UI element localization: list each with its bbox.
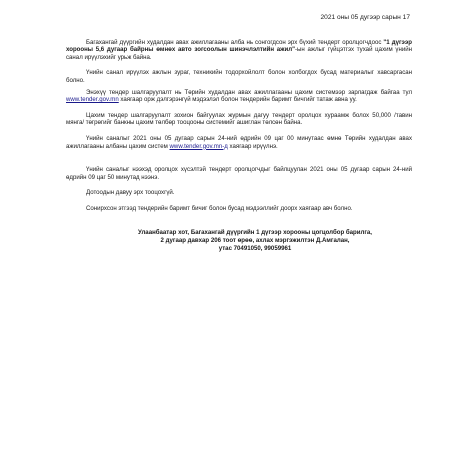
paragraph-invitation xyxy=(66,39,412,62)
paragraph-fee: Цахим тендер шалгаруулалт зохион байгуулах журмын дагуу тендерт оролцох хураамж болох 50,000 /тавин мянга/ төгрөгийг банкны цахим төлбөр тооцооны системийг ашиглан төлсөн байна. xyxy=(66,111,412,127)
system-lead: Энэхүү тендер шалгаруулалт нь Төрийн худалдан авах ажиллагааны цахим системээр зарлагдаж байгаа тул xyxy=(86,88,412,96)
address-line-2: 2 дугаар давхар 206 тоот өрөө, ахлах мэргэжилтэн Д.Амгалан, xyxy=(160,236,350,244)
deadline-lead: Үнийн саналыг 2021 оны 05 дугаар сарын 24-ний өдрийн 09 цаг 00 минутаас өмнө Төрийн худалдан авах ажиллагааны албаны цахим систем xyxy=(66,134,412,150)
system-tail: хаягаар орж дэлгэрэнгүй мэдээлэл болон тендерийн баримт бичгийг татаж авна уу. xyxy=(118,96,357,104)
invitation-lead: Багахангай дүүргийн худалдан авах ажиллагааны алба нь сонгогдсон эрх бүхий тендерт оролцогчдоос xyxy=(86,38,384,46)
tender-link-submit[interactable]: www.tender.gov.mn-д xyxy=(169,142,228,150)
paragraph-contact-intro: Сонирхсон этгээд тендерийн баримт бичиг болон бусад мэдээллийг доорх хаягаар авч болно. xyxy=(86,204,353,212)
project-title: "1 дүгээр хорооны 5,6 дугаар байрны өмнөх авто зогсоолын шинэчлэлтийн ажил" xyxy=(66,38,412,54)
contact-address xyxy=(66,229,412,253)
paragraph-opening: Үнийн саналыг нээхэд оролцох хүсэлтэй тендерт оролцогчдыг байлцуулан 2021 оны 05 дугаар сарын 24-ний өдрийн 09 цаг 50 минутад нээнэ. xyxy=(66,166,412,181)
address-line-1: Улаанбаатар хот, Багахангай дүүргийн 1 дүгээр хорооны цогцолбор барилга, xyxy=(138,228,372,236)
paragraph-system xyxy=(66,89,412,104)
address-line-3: утас 70491050, 99059961 xyxy=(218,244,292,252)
tender-link[interactable]: www.tender.gov.mn xyxy=(66,96,119,104)
invitation-tail: -ын ажлыг гүйцэтгэх тухай цахим үнийн санал ирүүлэхийг урьж байна. xyxy=(66,46,413,61)
paragraph-preference: Дотоодын давуу эрх тооцохгүй. xyxy=(86,189,175,197)
document-date: 2021 оны 05 дугээр сарын 17 xyxy=(320,14,410,21)
paragraph-materials: Үнийн санал ирүүлэх ажлын зураг, техникийн тодорхойлолт болон холбогдох бусад материалыг хавсаргасан болно. xyxy=(66,69,412,84)
deadline-tail: хаягаар ирүүлнэ. xyxy=(227,142,278,150)
paragraph-deadline xyxy=(66,135,412,150)
